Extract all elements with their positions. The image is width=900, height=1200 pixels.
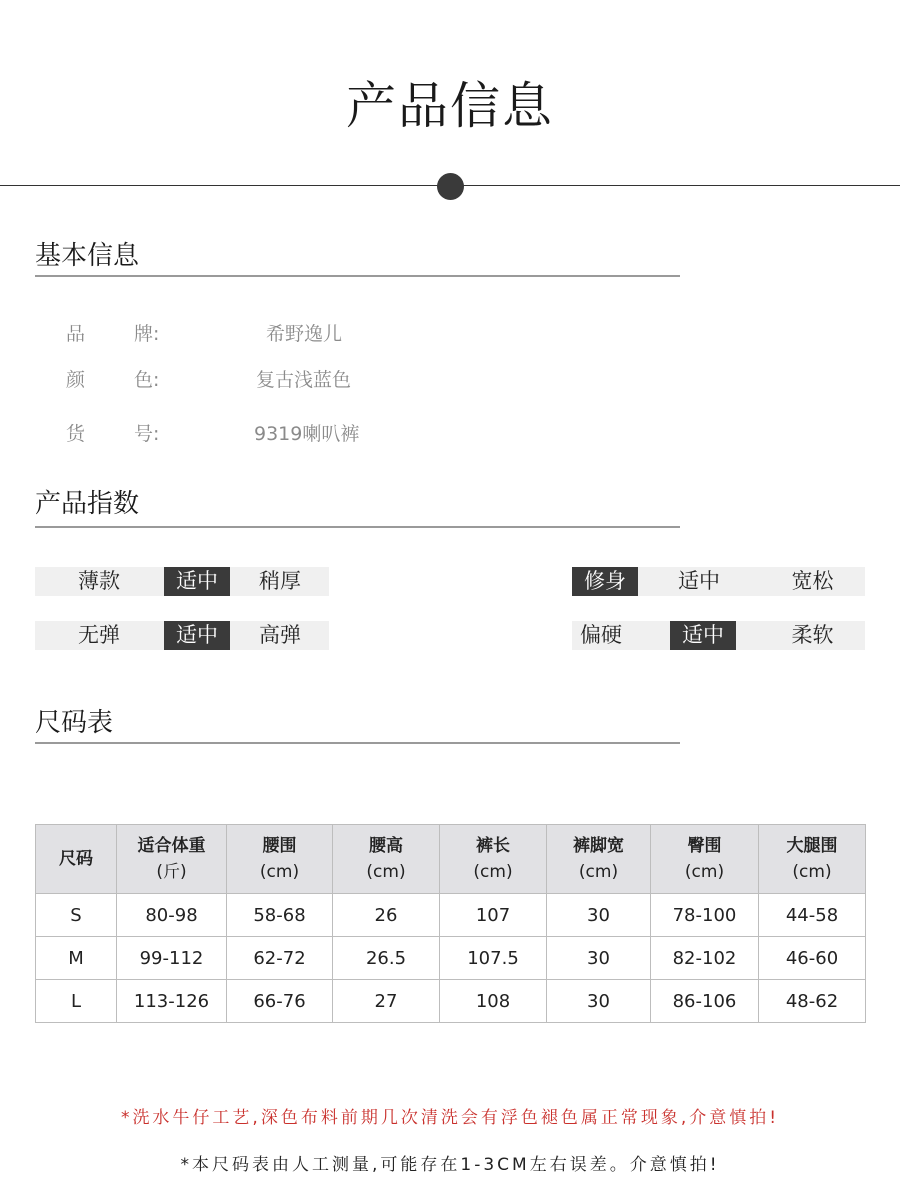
divider-dot — [437, 173, 464, 200]
scale-fit — [572, 567, 865, 596]
section-rule — [35, 742, 680, 744]
column-header: 裤长 (cm) — [440, 825, 547, 894]
table-cell: 86-106 — [651, 980, 759, 1023]
table-cell: 80-98 — [117, 894, 227, 937]
scale-option: 适中 — [164, 567, 230, 596]
table-cell: 66-76 — [227, 980, 333, 1023]
table-cell: L — [36, 980, 117, 1023]
scale-option: 适中 — [670, 621, 736, 650]
table-cell: 82-102 — [651, 937, 759, 980]
table-cell: 30 — [547, 894, 651, 937]
table-cell: 107 — [440, 894, 547, 937]
table-cell: 58-68 — [227, 894, 333, 937]
section-title-size-chart: 尺码表 — [35, 708, 114, 738]
table-cell: 26 — [333, 894, 440, 937]
table-header-row — [36, 825, 866, 894]
column-header: 尺码 — [36, 825, 117, 894]
section-title-product-index: 产品指数 — [35, 489, 140, 519]
section-rule — [35, 526, 680, 528]
column-header: 适合体重 (斤) — [117, 825, 227, 894]
section-title-basic-info: 基本信息 — [35, 241, 140, 271]
table-cell: 62-72 — [227, 937, 333, 980]
info-value-brand: 希野逸儿 — [266, 323, 343, 345]
column-header: 臀围 (cm) — [651, 825, 759, 894]
info-key: 货 — [66, 423, 86, 445]
scale-option: 薄款 — [78, 569, 120, 593]
table-cell: 30 — [547, 937, 651, 980]
info-value-color: 复古浅蓝色 — [256, 369, 352, 391]
info-key: 色: — [134, 369, 160, 391]
info-value-item-no: 9319喇叭裤 — [254, 423, 360, 445]
scale-option: 修身 — [572, 567, 638, 596]
measurement-note: *本尺码表由人工测量,可能存在1-3CM左右误差。介意慎拍! — [180, 1155, 720, 1175]
table-cell: 27 — [333, 980, 440, 1023]
scale-option: 高弹 — [259, 623, 301, 647]
scale-softness — [572, 621, 865, 650]
table-cell: 48-62 — [759, 980, 866, 1023]
info-key: 号: — [134, 423, 160, 445]
table-cell: 113-126 — [117, 980, 227, 1023]
table-cell: 46-60 — [759, 937, 866, 980]
scale-option: 适中 — [164, 621, 230, 650]
table-cell: 26.5 — [333, 937, 440, 980]
info-key: 颜 — [66, 369, 86, 391]
table-row — [36, 894, 866, 937]
table-cell: 78-100 — [651, 894, 759, 937]
scale-option: 适中 — [678, 569, 720, 593]
table-row — [36, 980, 866, 1023]
scale-option: 宽松 — [791, 569, 834, 593]
scale-stretch — [35, 621, 329, 650]
column-header: 腰围 (cm) — [227, 825, 333, 894]
scale-option: 稍厚 — [259, 569, 301, 593]
table-cell: 44-58 — [759, 894, 866, 937]
table-cell: 99-112 — [117, 937, 227, 980]
column-header: 裤脚宽 (cm) — [547, 825, 651, 894]
scale-option: 偏硬 — [580, 623, 622, 647]
section-rule — [35, 275, 680, 277]
table-row — [36, 937, 866, 980]
info-key: 品 — [66, 323, 86, 345]
scale-option: 柔软 — [791, 623, 834, 647]
column-header: 腰高 (cm) — [333, 825, 440, 894]
page-title: 产品信息 — [346, 77, 554, 135]
size-table — [35, 824, 866, 1023]
column-header: 大腿围 (cm) — [759, 825, 866, 894]
washing-note: *洗水牛仔工艺,深色布料前期几次清洗会有浮色褪色属正常现象,介意慎拍! — [120, 1108, 780, 1128]
table-cell: M — [36, 937, 117, 980]
table-cell: 107.5 — [440, 937, 547, 980]
table-cell: S — [36, 894, 117, 937]
scale-thickness — [35, 567, 329, 596]
table-cell: 108 — [440, 980, 547, 1023]
info-key: 牌: — [134, 323, 160, 345]
table-cell: 30 — [547, 980, 651, 1023]
scale-option: 无弹 — [78, 623, 120, 647]
